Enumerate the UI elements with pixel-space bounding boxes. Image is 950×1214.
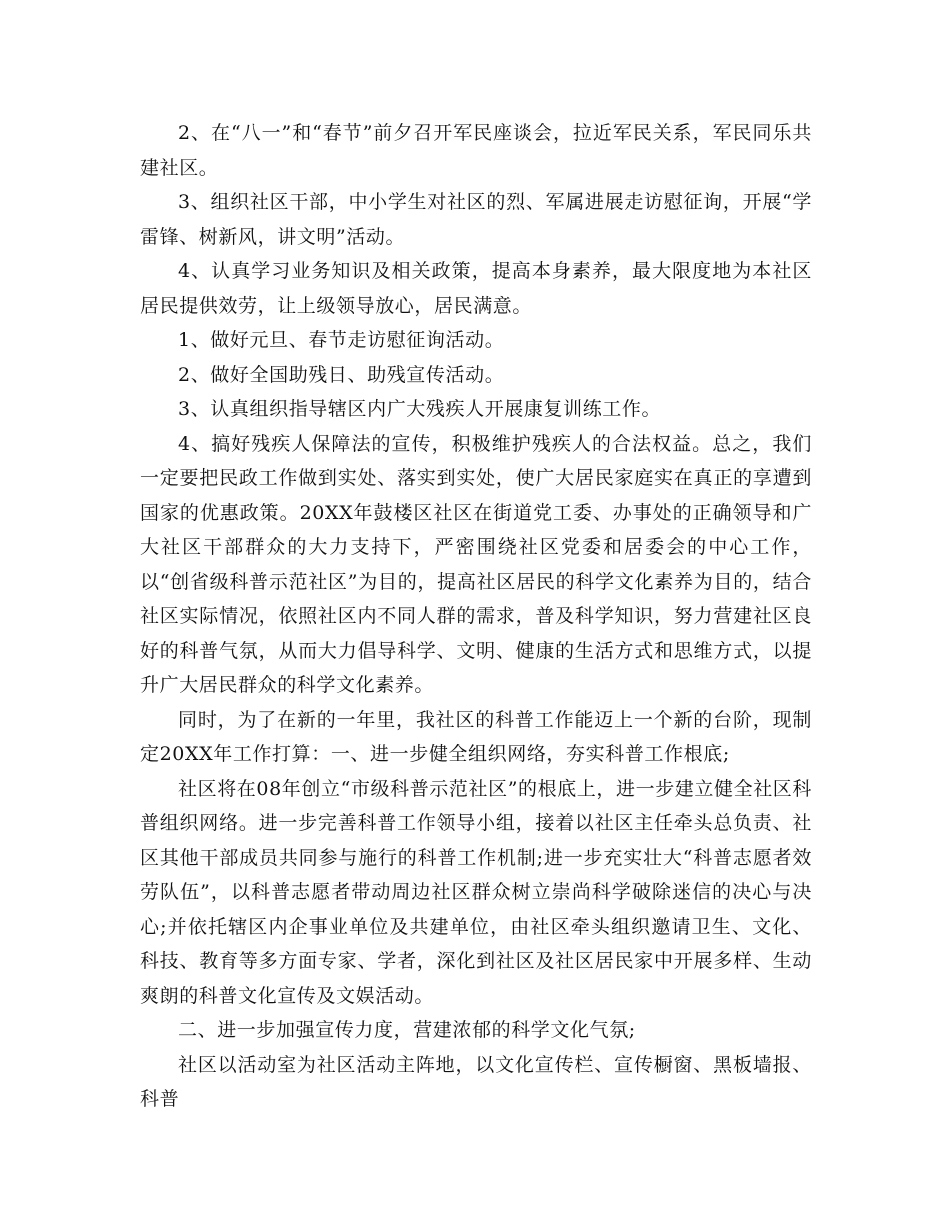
paragraph: 社区将在08年创立“市级科普示范社区”的根底上，进一步建立健全社区科普组织网络。进一步完善科普工作领导小组，接着以社区主任牵头总负责、社区其他干部成员共同参与施行的科普工作机制;进一步充实壮大“科普志愿者效劳队伍”，以科普志愿者带动周边社区群众树立崇尚科学破除迷信的决心与决心;并依托辖区内企事业单位及共建单位，由社区牵头组织邀请卫生、文化、科技、教育等多方面专家、学者，深化到社区及社区居民家中开展多样、生动爽朗的科普文化宣传及文娱活动。 — [140, 777, 813, 1007]
paragraph: 1、做好元旦、春节走访慰征询活动。 — [178, 329, 505, 351]
paragraph: 3、认真组织指导辖区内广大残疾人开展康复训练工作。 — [178, 398, 662, 420]
document-body — [140, 116, 812, 1117]
paragraph: 二、进一步加强宣传力度，营建浓郁的科学文化气氛; — [178, 1019, 636, 1041]
paragraph: 社区以活动室为社区活动主阵地，以文化宣传栏、宣传橱窗、黑板墙报、科普 — [140, 1053, 812, 1110]
paragraph: 4、认真学习业务知识及相关政策，提高本身素养，最大限度地为本社区居民提供效劳，让上级领导放心，居民满意。 — [140, 260, 812, 317]
paragraph: 2、做好全国助残日、助残宣传活动。 — [178, 363, 505, 386]
paragraph: 3、组织社区干部，中小学生对社区的烈、军属进展走访慰征询，开展“学雷锋、树新风，讲文明”活动。 — [140, 191, 812, 248]
paragraph: 同时，为了在新的一年里，我社区的科普工作能迈上一个新的台阶，现制定20XX年工作打算：一、进一步健全组织网络，夯实科普工作根底; — [140, 708, 812, 765]
paragraph: 2、在“八一”和“春节”前夕召开军民座谈会，拉近军民关系，军民同乐共建社区。 — [140, 122, 812, 179]
paragraph: 4、搞好残疾人保障法的宣传，积极维护残疾人的合法权益。总之，我们一定要把民政工作做到实处、落实到实处，使广大居民家庭实在真正的享遭到国家的优惠政策。20XX年鼓楼区社区在街道党工委、办事处的正确领导和广大社区干部群众的大力支持下，严密围绕社区党委和居委会的中心工作，以“创省级科普示范社区”为目的，提高社区居民的科学文化素养为目的，结合社区实际情况，依照社区内不同人群的需求，普及科学知识，努力营建社区良好的科普气氛，从而大力倡导科学、文明、健康的生活方式和思维方式，以提升广大居民群众的科学文化素养。 — [140, 432, 812, 696]
